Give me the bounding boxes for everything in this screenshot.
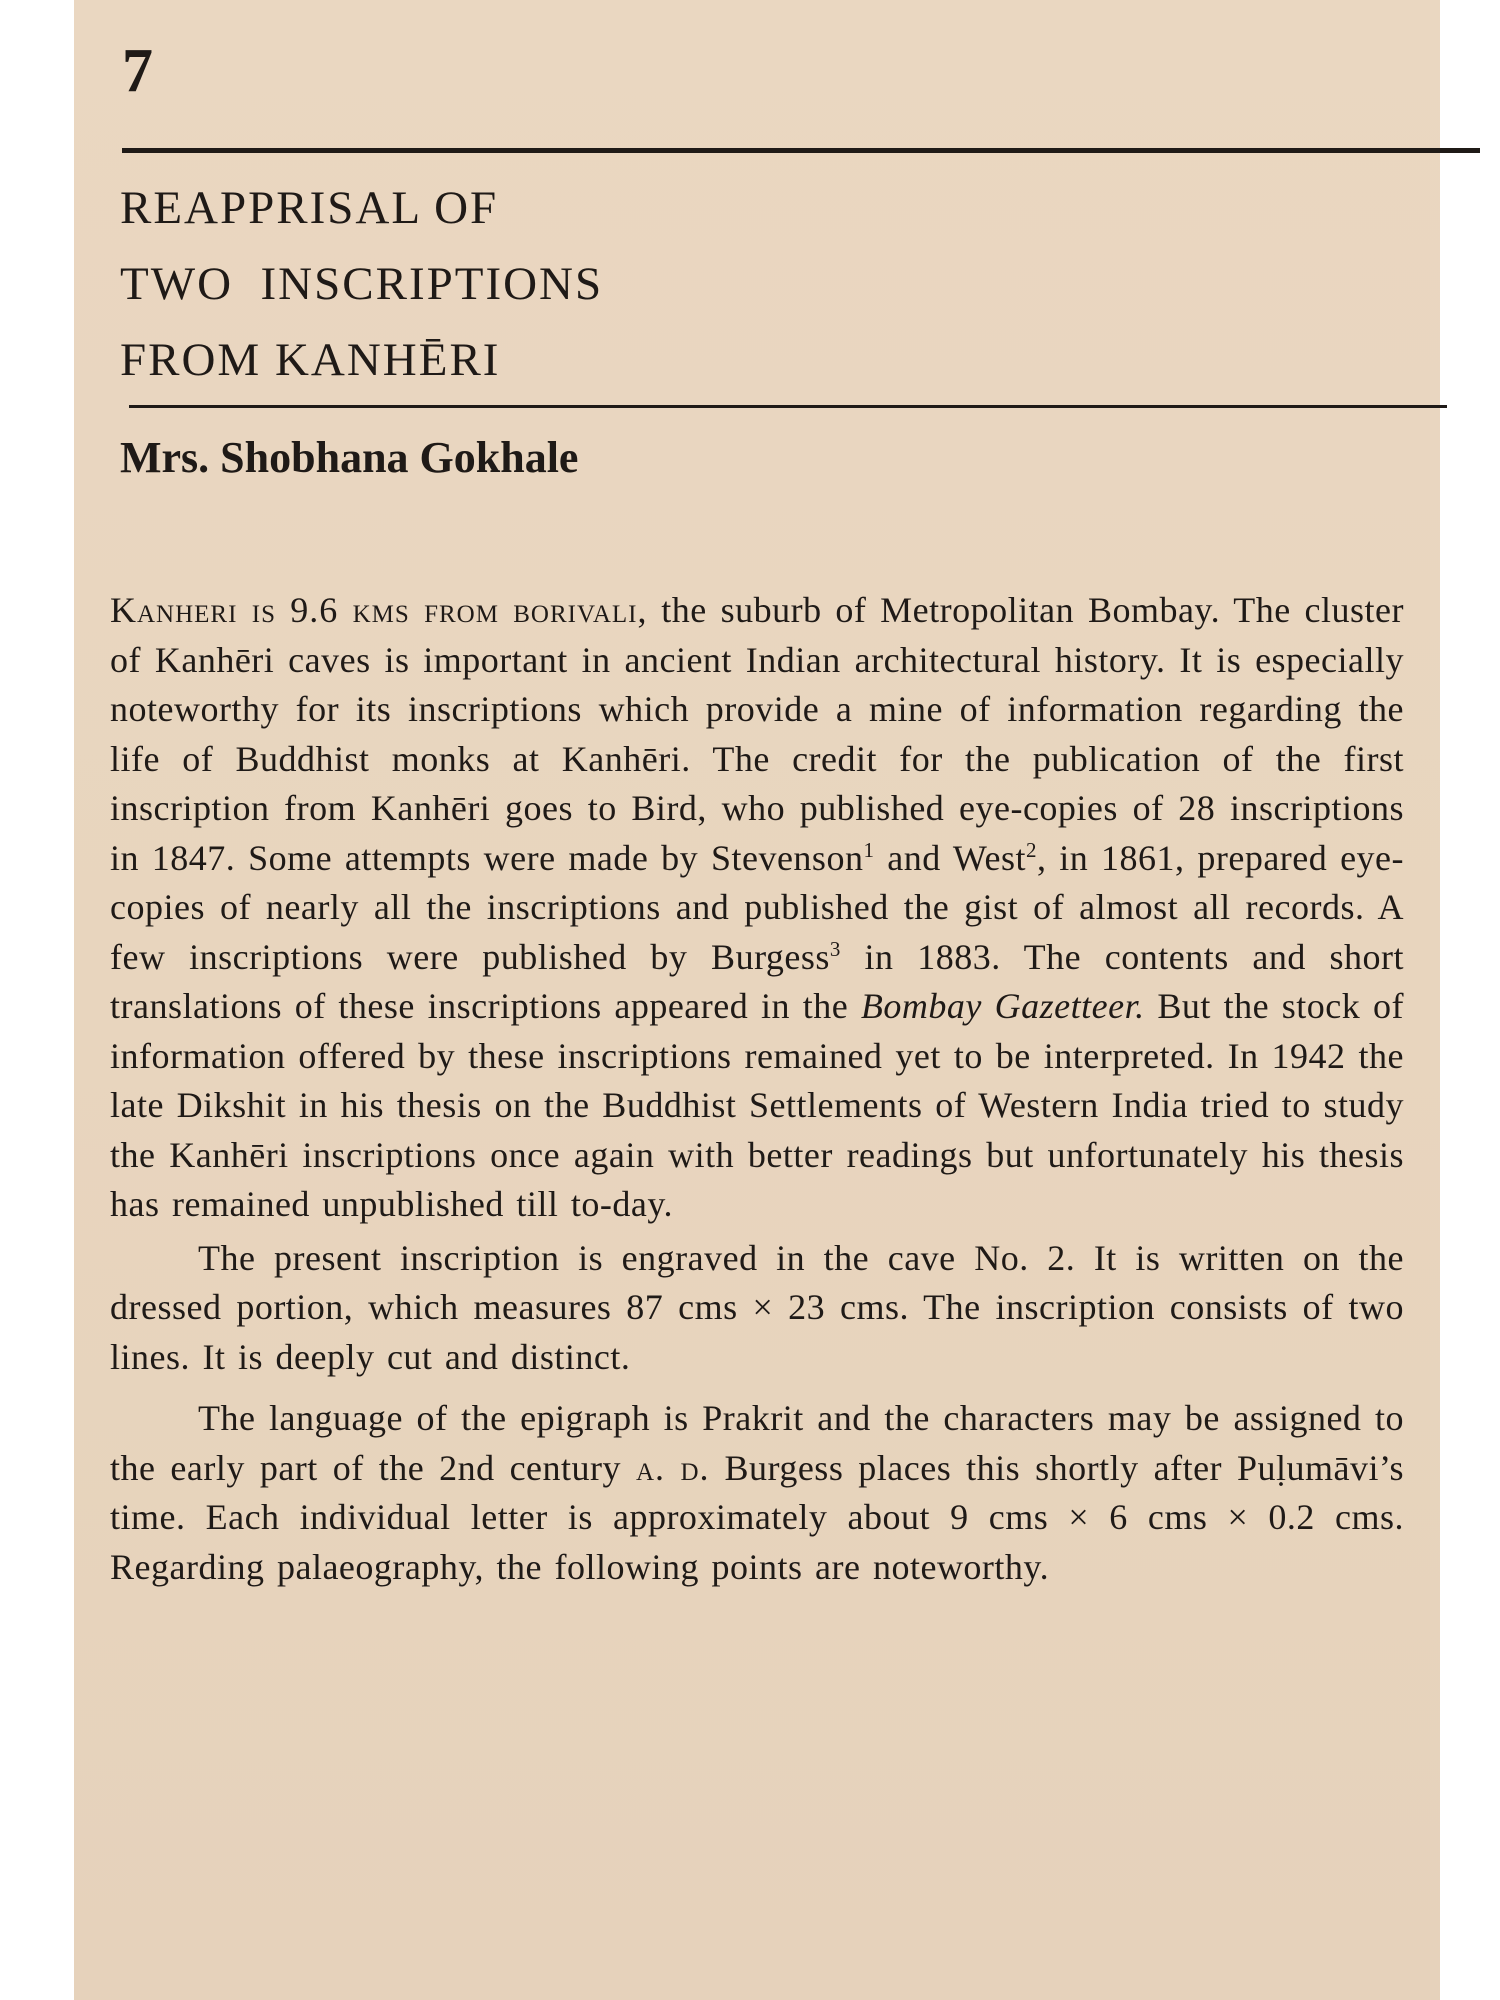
paragraph-text: in 1883. The contents and short translations of these inscriptions appeared in the xyxy=(110,936,1404,1026)
paragraph-text: Burgess places this shortly after Puḷumāvi’s time. Each individual letter is approximately about 9 cms × 6 cms × 0.2 cms. Regarding palaeography, the following points are noteworthy. xyxy=(110,1447,1405,1587)
footnote-marker: 3 xyxy=(829,936,841,961)
paragraph: The present inscription is engraved in the cave No. 2. It is written on the dressed portion, which measures 87 cms × 23 cms. The inscription consists of two lines. It is deeply cut and distinct. xyxy=(110,1237,1404,1377)
paragraph-text: the suburb of Metropolitan Bombay. The cluster of Kanhēri caves is important in ancient Indian architectural history. It is especially noteworthy for its inscriptions which provide a mine of information regarding the life of Buddhist monks at Kanhēri. The credit for the publication of the first inscription from Kanhēri goes to Bird, who published eye-copies of 28 inscriptions in 1847. Some attempts were made by Stevenson xyxy=(110,590,1404,878)
paragraph xyxy=(110,586,1404,1230)
paragraph-text: and West xyxy=(874,837,1026,878)
footnote-marker: 2 xyxy=(1025,837,1037,862)
era-small-caps: a. d. xyxy=(635,1447,710,1488)
paragraph-text: The language of the epigraph is Prakrit and the characters may be assigned to the early part of the 2nd century xyxy=(110,1398,1404,1488)
title-bottom-rule xyxy=(129,405,1447,408)
paragraph-text: , in 1861, prepared eye-copies of nearly all the inscriptions and published the gist of almost all records. A few inscriptions were published by Burgess xyxy=(110,837,1405,977)
footnote-marker: 1 xyxy=(863,837,875,862)
article-body xyxy=(110,586,1404,1592)
author-name: Mrs. Shobhana Gokhale xyxy=(120,433,579,482)
book-page xyxy=(74,0,1440,2000)
chapter-number: 7 xyxy=(122,37,153,105)
title-line: FROM KANHĒRI xyxy=(120,334,501,386)
italic-title: Bombay Gazetteer. xyxy=(860,986,1145,1026)
paragraph-text: But the stock of information offered by these inscriptions remained yet to be interpreted. In 1942 the late Dikshit in his thesis on the Buddhist Settlements of Western India tried to study the Kanhēri inscriptions once again with better readings but unfortunately his thesis has remained unpublished till to-day. xyxy=(110,986,1404,1224)
title-line: REAPPRISAL OF xyxy=(120,182,499,234)
article-title xyxy=(120,170,603,398)
title-line: TWO INSCRIPTIONS xyxy=(120,258,604,310)
paragraph xyxy=(110,1394,1404,1592)
opening-small-caps: Kanheri is 9.6 kms from borivali, xyxy=(110,590,648,630)
title-top-rule xyxy=(122,148,1480,153)
